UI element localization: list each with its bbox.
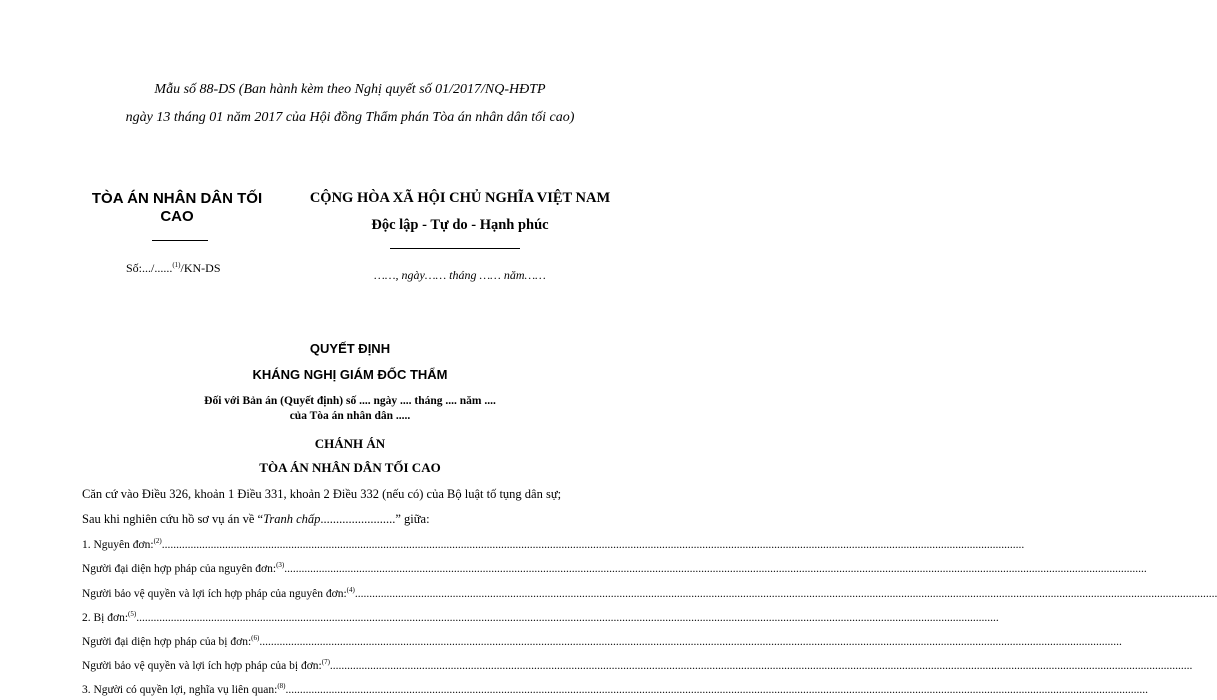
- decision-subject: KHÁNG NGHỊ GIÁM ĐỐC THẨM: [252, 367, 448, 382]
- case-review-dots: ........................: [320, 512, 396, 526]
- decision-reference-line-2: của Tòa án nhân dân .....: [289, 410, 411, 422]
- field-label: 2. Bị đơn:: [82, 612, 129, 624]
- field-label: Người bảo vệ quyền và lợi ích hợp pháp của nguyên đơn:: [82, 588, 347, 600]
- fill-dots: ............................................................................................................................................................................................................................................................................................................: [161, 539, 1025, 551]
- form-reference-line-1: Mẫu số 88-DS (Ban hành kèm theo Nghị quyết số 01/2017/NQ-HĐTP: [154, 82, 546, 97]
- field-note: (6): [251, 634, 260, 642]
- fill-dots: ............................................................................................................................................................................................................................................................................................................: [284, 563, 1147, 575]
- field-note: (7): [321, 658, 330, 666]
- national-motto: Độc lập - Tự do - Hạnh phúc: [371, 217, 549, 233]
- field-label: Người bảo vệ quyền và lợi ích hợp pháp của bị đơn:: [82, 660, 322, 672]
- motto-divider: [390, 248, 520, 249]
- field-label: Người đại diện hợp pháp của nguyên đơn:: [82, 563, 277, 575]
- fill-dots: ............................................................................................................................................................................................................................................................................................................: [136, 612, 999, 624]
- field-note: (8): [277, 682, 286, 690]
- case-review-dispute: Tranh chấp: [263, 512, 321, 526]
- field-label: 1. Nguyên đơn:: [82, 539, 154, 551]
- field-note: (5): [128, 610, 137, 618]
- field-note: (4): [346, 586, 355, 594]
- field-defendant: [82, 610, 999, 624]
- fill-dots: ............................................................................................................................................................................................................................................................................................................: [329, 660, 1193, 672]
- case-review-prefix: Sau khi nghiên cứu hồ sơ vụ án về “: [82, 512, 264, 526]
- field-defendant-defender: [82, 658, 1193, 672]
- document-number-note: (1): [172, 261, 181, 269]
- field-related-party: [82, 682, 1149, 696]
- fill-dots: ............................................................................................................................................................................................................................................................................................................: [259, 636, 1122, 648]
- fill-dots: ............................................................................................................................................................................................................................................................................................................: [285, 684, 1149, 696]
- field-label: 3. Người có quyền lợi, nghĩa vụ liên quan:: [82, 684, 278, 696]
- form-reference-line-2: ngày 13 tháng 01 năm 2017 của Hội đồng Thẩm phán Tòa án nhân dân tối cao): [125, 110, 575, 125]
- field-label: Người đại diện hợp pháp của bị đơn:: [82, 636, 252, 648]
- decision-title: QUYẾT ĐỊNH: [309, 341, 391, 356]
- document-number: [126, 261, 221, 276]
- field-note: (3): [276, 561, 285, 569]
- court-divider: [152, 240, 208, 241]
- legal-basis: Căn cứ vào Điều 326, khoản 1 Điều 331, khoản 2 Điều 332 (nếu có) của Bộ luật tố tụng dân sự;: [82, 487, 562, 501]
- decision-reference-line-1: Đối với Bản án (Quyết định) số .... ngày .... tháng .... năm ....: [204, 395, 496, 407]
- place-date-line: ……, ngày…… tháng …… năm……: [374, 268, 546, 282]
- field-defendant-representative: [82, 634, 1122, 648]
- authority-title: CHÁNH ÁN: [314, 436, 386, 451]
- field-note: (2): [153, 537, 162, 545]
- field-plaintiff-representative: [82, 561, 1147, 575]
- national-title: CỘNG HÒA XÃ HỘI CHỦ NGHĨA VIỆT NAM: [309, 190, 611, 206]
- court-name-line-1: TÒA ÁN NHÂN DÂN TỐI: [91, 190, 263, 207]
- authority-court: TÒA ÁN NHÂN DÂN TỐI CAO: [259, 460, 441, 475]
- field-plaintiff: [82, 537, 1025, 551]
- fill-dots: ............................................................................................................................................................................................................................................................................................................: [354, 588, 1217, 600]
- field-plaintiff-defender: [82, 586, 1217, 600]
- case-review-line: [82, 512, 430, 527]
- court-name-line-2: CAO: [160, 208, 194, 225]
- document-number-prefix: Số:.../......: [126, 261, 173, 275]
- document-number-suffix: /KN-DS: [180, 261, 221, 275]
- case-review-suffix: ” giữa:: [395, 512, 430, 526]
